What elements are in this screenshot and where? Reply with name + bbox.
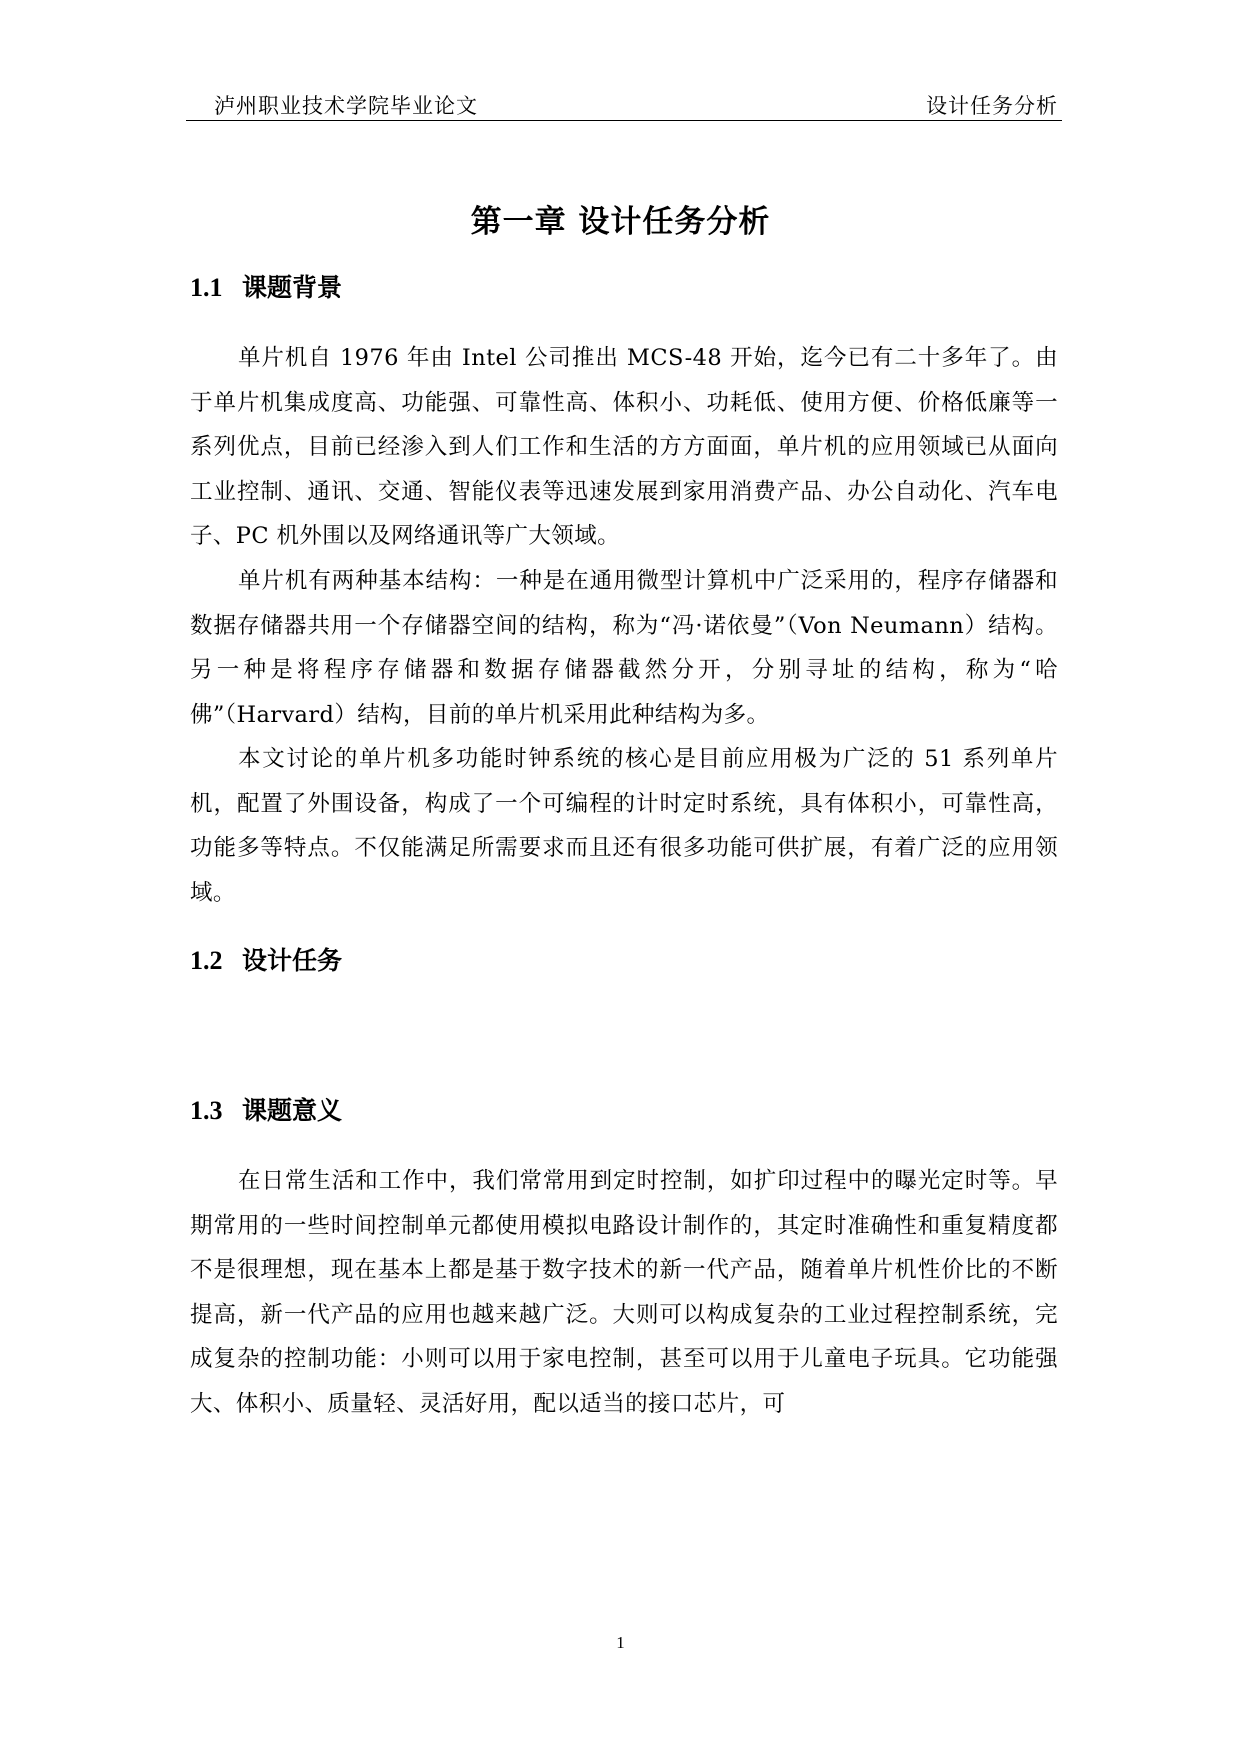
section-heading-1-1	[190, 268, 342, 304]
section-title: 课题意义	[242, 1096, 343, 1125]
header-thesis-title: 泸州职业技术学院毕业论文	[214, 94, 478, 118]
section-number: 1.2	[190, 946, 223, 975]
paragraph: 单片机有两种基本结构：一种是在通用微型计算机中广泛采用的，程序存储器和数据存储器共用一个存储器空间的结构，称为“冯·诺依曼”（Von Neumann）结构。另一种是将程序存储器和数据存储器截然分开，分别寻址的结构，称为“哈佛”（Harvard）结构，目前的单片机采用此种结构为多。	[190, 568, 1058, 728]
section-title: 课题背景	[242, 273, 343, 302]
page-number: 1	[616, 1633, 625, 1652]
chapter-title: 第一章 设计任务分析	[470, 204, 771, 240]
section-heading-1-2	[190, 941, 342, 977]
header-chapter-name: 设计任务分析	[926, 94, 1058, 118]
paragraph: 本文讨论的单片机多功能时钟系统的核心是目前应用极为广泛的 51 系列单片机，配置了外围设备，构成了一个可编程的计时定时系统，具有体积小，可靠性高，功能多等特点。不仅能满足所需要求而且还有很多功能可供扩展，有着广泛的应用领域。	[190, 746, 1058, 906]
section-number: 1.1	[190, 273, 223, 302]
section-number: 1.3	[190, 1096, 223, 1125]
paragraph: 在日常生活和工作中，我们常常用到定时控制，如扩印过程中的曝光定时等。早期常用的一些时间控制单元都使用模拟电路设计制作的，其定时准确性和重复精度都不是很理想，现在基本上都是基于数字技术的新一代产品，随着单片机性价比的不断提高，新一代产品的应用也越来越广泛。大则可以构成复杂的工业过程控制系统，完成复杂的控制功能：小则可以用于家电控制，甚至可以用于儿童电子玩具。它功能强大、体积小、质量轻、灵活好用，配以适当的接口芯片，可	[190, 1168, 1058, 1417]
section-heading-1-3	[190, 1091, 342, 1127]
paragraph: 单片机自 1976 年由 Intel 公司推出 MCS-48 开始，迄今已有二十多年了。由于单片机集成度高、功能强、可靠性高、体积小、功耗低、使用方便、价格低廉等一系列优点，目前已经渗入到人们工作和生活的方方面面，单片机的应用领域已从面向工业控制、通讯、交通、智能仪表等迅速发展到家用消费产品、办公自动化、汽车电子、PC 机外围以及网络通讯等广大领域。	[190, 345, 1058, 550]
running-header	[186, 86, 1062, 121]
section-title: 设计任务	[242, 946, 343, 975]
